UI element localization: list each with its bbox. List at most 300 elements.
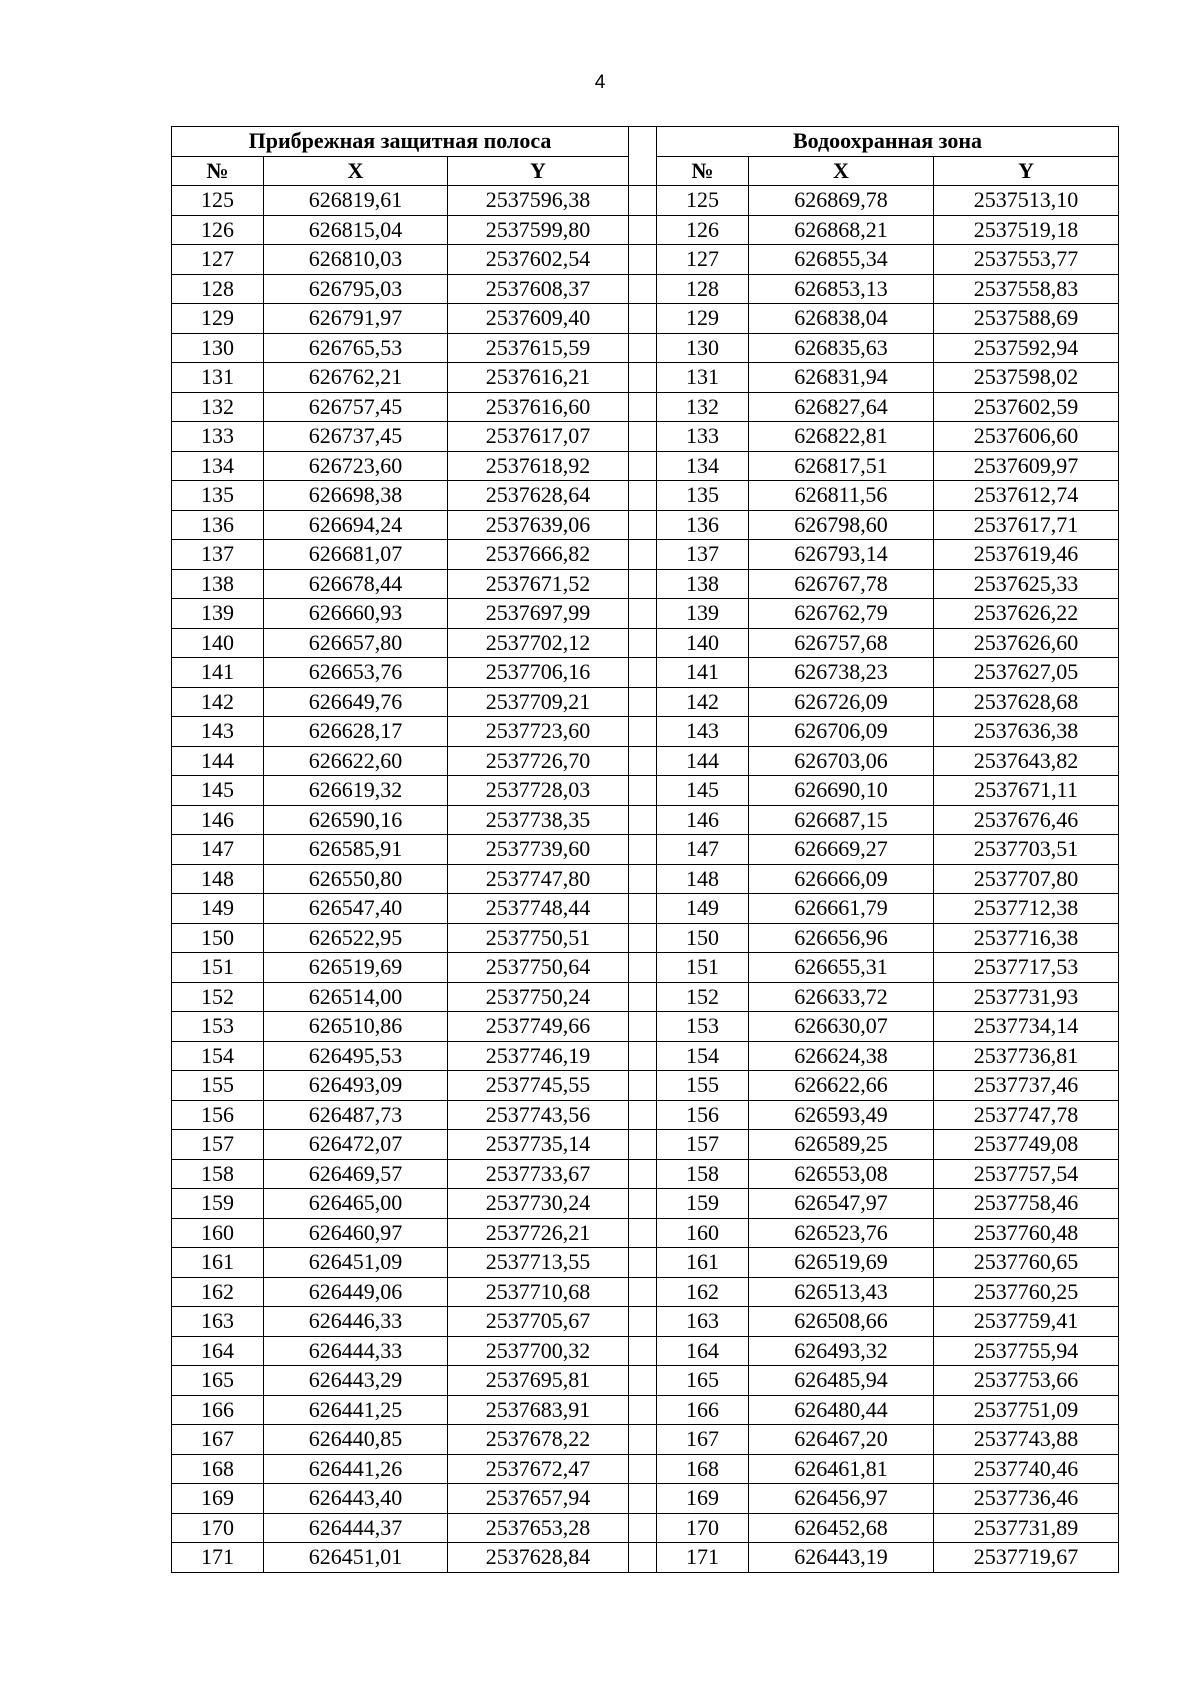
x-right: 626868,21 [749,215,934,245]
table-row [172,215,1119,245]
y-right: 2537755,94 [934,1336,1119,1366]
point-number-right: 168 [657,1454,749,1484]
y-right: 2537588,69 [934,304,1119,334]
x-left: 626585,91 [264,835,448,865]
point-number-left: 145 [172,776,264,806]
point-number-left: 139 [172,599,264,629]
point-number-right: 129 [657,304,749,334]
point-number-left: 161 [172,1248,264,1278]
y-left: 2537671,52 [448,569,629,599]
y-right: 2537753,66 [934,1366,1119,1396]
y-right: 2537626,22 [934,599,1119,629]
point-number-left: 131 [172,363,264,393]
y-right: 2537760,65 [934,1248,1119,1278]
y-right: 2537676,46 [934,805,1119,835]
x-right: 626630,07 [749,1012,934,1042]
y-left: 2537609,40 [448,304,629,334]
left-section-title: Прибрежная защитная полоса [172,127,629,157]
header-no-left: № [172,156,264,186]
y-left: 2537617,07 [448,422,629,452]
y-right: 2537731,89 [934,1513,1119,1543]
y-left: 2537748,44 [448,894,629,924]
table-row [172,1189,1119,1219]
y-right: 2537717,53 [934,953,1119,983]
column-gap [629,864,657,894]
y-left: 2537710,68 [448,1277,629,1307]
point-number-left: 154 [172,1041,264,1071]
point-number-right: 126 [657,215,749,245]
point-number-left: 160 [172,1218,264,1248]
column-gap [629,1395,657,1425]
table-row [172,1100,1119,1130]
point-number-left: 127 [172,245,264,275]
x-left: 626819,61 [264,186,448,216]
column-gap [629,1307,657,1337]
column-gap [629,687,657,717]
table-row [172,1484,1119,1514]
x-right: 626467,20 [749,1425,934,1455]
y-left: 2537739,60 [448,835,629,865]
column-gap [629,215,657,245]
column-gap [629,1248,657,1278]
point-number-left: 164 [172,1336,264,1366]
x-left: 626681,07 [264,540,448,570]
column-gap [629,1218,657,1248]
column-gap [629,658,657,688]
x-right: 626738,23 [749,658,934,688]
x-left: 626765,53 [264,333,448,363]
y-right: 2537743,88 [934,1425,1119,1455]
point-number-left: 147 [172,835,264,865]
point-number-right: 158 [657,1159,749,1189]
y-left: 2537700,32 [448,1336,629,1366]
x-right: 626793,14 [749,540,934,570]
x-right: 626703,06 [749,746,934,776]
x-right: 626706,09 [749,717,934,747]
column-gap [629,274,657,304]
table-row [172,1425,1119,1455]
y-right: 2537716,38 [934,923,1119,953]
point-number-right: 140 [657,628,749,658]
x-right: 626767,78 [749,569,934,599]
point-number-right: 153 [657,1012,749,1042]
x-left: 626443,40 [264,1484,448,1514]
y-right: 2537758,46 [934,1189,1119,1219]
y-left: 2537743,56 [448,1100,629,1130]
x-left: 626757,45 [264,392,448,422]
column-gap [629,333,657,363]
point-number-left: 150 [172,923,264,953]
x-left: 626622,60 [264,746,448,776]
x-right: 626869,78 [749,186,934,216]
point-number-right: 127 [657,245,749,275]
point-number-right: 160 [657,1218,749,1248]
point-number-right: 150 [657,923,749,953]
table-row [172,363,1119,393]
point-number-left: 132 [172,392,264,422]
point-number-right: 144 [657,746,749,776]
x-left: 626547,40 [264,894,448,924]
column-gap [629,776,657,806]
column-gap [629,1100,657,1130]
x-right: 626480,44 [749,1395,934,1425]
point-number-left: 133 [172,422,264,452]
point-number-right: 167 [657,1425,749,1455]
table-row [172,1130,1119,1160]
column-gap [629,1425,657,1455]
point-number-left: 162 [172,1277,264,1307]
table-row [172,687,1119,717]
column-gap [629,1336,657,1366]
x-left: 626678,44 [264,569,448,599]
point-number-left: 163 [172,1307,264,1337]
table-row [172,392,1119,422]
point-number-left: 138 [172,569,264,599]
point-number-left: 156 [172,1100,264,1130]
point-number-right: 154 [657,1041,749,1071]
x-left: 626737,45 [264,422,448,452]
y-right: 2537619,46 [934,540,1119,570]
table-row [172,451,1119,481]
y-right: 2537628,68 [934,687,1119,717]
point-number-right: 151 [657,953,749,983]
point-number-left: 148 [172,864,264,894]
x-right: 626547,97 [749,1189,934,1219]
x-right: 626798,60 [749,510,934,540]
point-number-left: 144 [172,746,264,776]
point-number-right: 142 [657,687,749,717]
point-number-left: 130 [172,333,264,363]
y-left: 2537683,91 [448,1395,629,1425]
column-gap [629,894,657,924]
point-number-left: 143 [172,717,264,747]
x-left: 626657,80 [264,628,448,658]
y-left: 2537738,35 [448,805,629,835]
y-right: 2537712,38 [934,894,1119,924]
table-row [172,835,1119,865]
point-number-right: 164 [657,1336,749,1366]
x-left: 626698,38 [264,481,448,511]
x-left: 626487,73 [264,1100,448,1130]
x-left: 626694,24 [264,510,448,540]
table-row [172,953,1119,983]
column-gap [629,186,657,216]
point-number-left: 146 [172,805,264,835]
column-gap [629,451,657,481]
x-right: 626624,38 [749,1041,934,1071]
point-number-right: 136 [657,510,749,540]
x-left: 626443,29 [264,1366,448,1396]
column-gap [629,1159,657,1189]
y-left: 2537713,55 [448,1248,629,1278]
x-left: 626519,69 [264,953,448,983]
x-right: 626622,66 [749,1071,934,1101]
x-left: 626510,86 [264,1012,448,1042]
x-right: 626687,15 [749,805,934,835]
x-right: 626508,66 [749,1307,934,1337]
x-right: 626456,97 [749,1484,934,1514]
table-row [172,1543,1119,1573]
x-left: 626440,85 [264,1425,448,1455]
x-right: 626656,96 [749,923,934,953]
column-gap [629,540,657,570]
header-y-right: Y [934,156,1119,186]
point-number-right: 170 [657,1513,749,1543]
y-left: 2537628,84 [448,1543,629,1573]
y-left: 2537628,64 [448,481,629,511]
point-number-left: 169 [172,1484,264,1514]
x-left: 626762,21 [264,363,448,393]
point-number-left: 134 [172,451,264,481]
y-left: 2537749,66 [448,1012,629,1042]
y-left: 2537735,14 [448,1130,629,1160]
table-row [172,1041,1119,1071]
table-row [172,245,1119,275]
y-left: 2537750,24 [448,982,629,1012]
table-row [172,333,1119,363]
y-left: 2537733,67 [448,1159,629,1189]
column-gap [629,1189,657,1219]
table-row [172,422,1119,452]
y-right: 2537643,82 [934,746,1119,776]
column-gap [629,835,657,865]
x-right: 626757,68 [749,628,934,658]
point-number-right: 139 [657,599,749,629]
point-number-right: 128 [657,274,749,304]
column-gap [629,923,657,953]
point-number-left: 135 [172,481,264,511]
table-row [172,894,1119,924]
y-right: 2537592,94 [934,333,1119,363]
table-row [172,1218,1119,1248]
y-right: 2537558,83 [934,274,1119,304]
point-number-left: 159 [172,1189,264,1219]
column-gap [629,1277,657,1307]
y-right: 2537513,10 [934,186,1119,216]
column-gap [629,481,657,511]
point-number-left: 141 [172,658,264,688]
table-title-row [172,127,1119,157]
x-left: 626469,57 [264,1159,448,1189]
y-right: 2537636,38 [934,717,1119,747]
header-x-right: X [749,156,934,186]
column-gap [629,1366,657,1396]
x-left: 626441,25 [264,1395,448,1425]
y-right: 2537760,48 [934,1218,1119,1248]
point-number-right: 161 [657,1248,749,1278]
point-number-right: 171 [657,1543,749,1573]
y-left: 2537726,70 [448,746,629,776]
column-gap [629,127,657,186]
x-right: 626690,10 [749,776,934,806]
point-number-left: 142 [172,687,264,717]
y-right: 2537760,25 [934,1277,1119,1307]
table-row [172,746,1119,776]
point-number-left: 166 [172,1395,264,1425]
point-number-left: 168 [172,1454,264,1484]
x-right: 626726,09 [749,687,934,717]
point-number-left: 149 [172,894,264,924]
table-row [172,628,1119,658]
x-left: 626649,76 [264,687,448,717]
point-number-right: 143 [657,717,749,747]
table-row [172,569,1119,599]
point-number-right: 149 [657,894,749,924]
y-left: 2537728,03 [448,776,629,806]
point-number-right: 166 [657,1395,749,1425]
table-row [172,481,1119,511]
column-gap [629,422,657,452]
point-number-right: 157 [657,1130,749,1160]
x-right: 626633,72 [749,982,934,1012]
point-number-left: 165 [172,1366,264,1396]
table-row [172,982,1119,1012]
column-gap [629,1012,657,1042]
table-row [172,599,1119,629]
point-number-left: 152 [172,982,264,1012]
point-number-right: 148 [657,864,749,894]
y-right: 2537757,54 [934,1159,1119,1189]
x-left: 626619,32 [264,776,448,806]
y-left: 2537653,28 [448,1513,629,1543]
point-number-left: 157 [172,1130,264,1160]
table-row [172,864,1119,894]
column-gap [629,628,657,658]
y-right: 2537553,77 [934,245,1119,275]
y-right: 2537612,74 [934,481,1119,511]
y-left: 2537750,64 [448,953,629,983]
coordinates-table [171,126,1119,1573]
right-section-title: Водоохранная зона [657,127,1119,157]
x-right: 626838,04 [749,304,934,334]
table-row [172,1159,1119,1189]
table-row [172,186,1119,216]
x-left: 626472,07 [264,1130,448,1160]
point-number-right: 152 [657,982,749,1012]
x-right: 626855,34 [749,245,934,275]
y-right: 2537626,60 [934,628,1119,658]
y-right: 2537751,09 [934,1395,1119,1425]
point-number-right: 141 [657,658,749,688]
column-gap [629,392,657,422]
column-gap [629,953,657,983]
point-number-left: 167 [172,1425,264,1455]
y-right: 2537749,08 [934,1130,1119,1160]
y-right: 2537759,41 [934,1307,1119,1337]
header-no-right: № [657,156,749,186]
point-number-left: 155 [172,1071,264,1101]
table-row [172,805,1119,835]
y-right: 2537625,33 [934,569,1119,599]
x-right: 626669,27 [749,835,934,865]
y-left: 2537723,60 [448,717,629,747]
y-left: 2537745,55 [448,1071,629,1101]
column-gap [629,510,657,540]
y-left: 2537639,06 [448,510,629,540]
page-number: 4 [594,72,606,93]
x-left: 626465,00 [264,1189,448,1219]
point-number-left: 128 [172,274,264,304]
table-row [172,510,1119,540]
point-number-right: 131 [657,363,749,393]
y-left: 2537726,21 [448,1218,629,1248]
y-left: 2537618,92 [448,451,629,481]
column-gap [629,569,657,599]
x-right: 626666,09 [749,864,934,894]
x-right: 626655,31 [749,953,934,983]
point-number-right: 159 [657,1189,749,1219]
point-number-right: 156 [657,1100,749,1130]
y-right: 2537734,14 [934,1012,1119,1042]
x-left: 626444,33 [264,1336,448,1366]
table-row [172,1277,1119,1307]
point-number-left: 126 [172,215,264,245]
y-right: 2537707,80 [934,864,1119,894]
x-left: 626810,03 [264,245,448,275]
y-left: 2537697,99 [448,599,629,629]
point-number-right: 145 [657,776,749,806]
point-number-right: 162 [657,1277,749,1307]
x-right: 626822,81 [749,422,934,452]
x-left: 626550,80 [264,864,448,894]
table-row [172,658,1119,688]
column-gap [629,245,657,275]
y-right: 2537740,46 [934,1454,1119,1484]
x-right: 626513,43 [749,1277,934,1307]
x-right: 626519,69 [749,1248,934,1278]
y-right: 2537671,11 [934,776,1119,806]
y-right: 2537519,18 [934,215,1119,245]
table-row [172,1366,1119,1396]
y-right: 2537747,78 [934,1100,1119,1130]
header-y-left: Y [448,156,629,186]
point-number-right: 155 [657,1071,749,1101]
table-row [172,540,1119,570]
x-right: 626593,49 [749,1100,934,1130]
y-left: 2537730,24 [448,1189,629,1219]
column-gap [629,746,657,776]
column-gap [629,1513,657,1543]
x-right: 626443,19 [749,1543,934,1573]
y-left: 2537666,82 [448,540,629,570]
point-number-right: 169 [657,1484,749,1514]
x-right: 626661,79 [749,894,934,924]
point-number-right: 165 [657,1366,749,1396]
y-right: 2537617,71 [934,510,1119,540]
point-number-right: 132 [657,392,749,422]
point-number-left: 171 [172,1543,264,1573]
table-row [172,1012,1119,1042]
x-left: 626460,97 [264,1218,448,1248]
point-number-left: 158 [172,1159,264,1189]
table-row [172,776,1119,806]
point-number-right: 134 [657,451,749,481]
column-gap [629,982,657,1012]
y-left: 2537615,59 [448,333,629,363]
x-right: 626827,64 [749,392,934,422]
x-right: 626835,63 [749,333,934,363]
x-right: 626493,32 [749,1336,934,1366]
x-left: 626495,53 [264,1041,448,1071]
y-left: 2537616,60 [448,392,629,422]
table-row [172,1395,1119,1425]
x-left: 626449,06 [264,1277,448,1307]
point-number-right: 135 [657,481,749,511]
x-left: 626590,16 [264,805,448,835]
y-left: 2537750,51 [448,923,629,953]
x-right: 626831,94 [749,363,934,393]
y-right: 2537627,05 [934,658,1119,688]
